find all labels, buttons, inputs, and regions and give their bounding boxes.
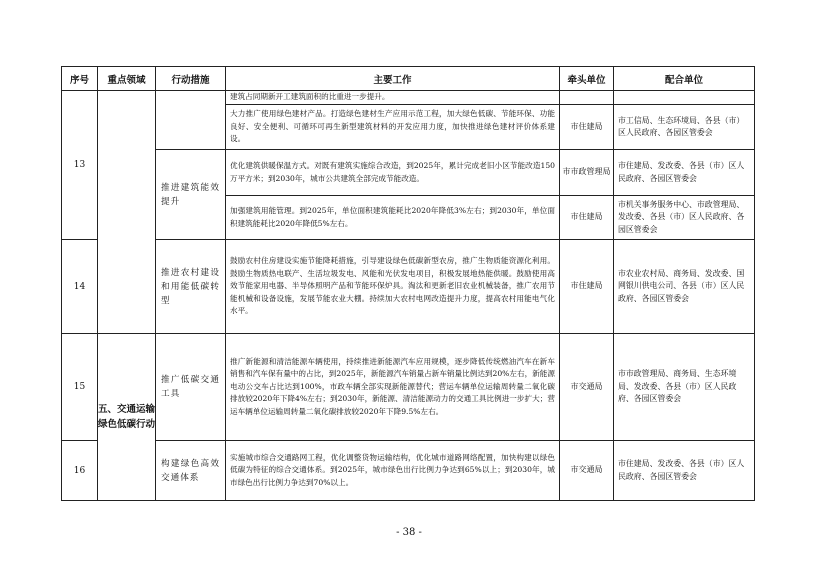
header-seq: 序号	[62, 67, 98, 91]
work-cell: 建筑占同期新开工建筑面积的比重进一步提升。	[226, 91, 560, 105]
work-cell: 实施城市综合交通路网工程，优化调整货物运输结构，优化城市道路网络配置，加快构建以绿色低碳为特征的综合交通体系。到2025年，城市绿色出行比例力争达到65%以上；到2030年，城市绿色出行比例力争达到70%以上。	[226, 441, 560, 501]
table-row	[62, 240, 755, 334]
lead-cell: 市住建局	[560, 240, 614, 334]
header-action: 行动措施	[156, 67, 226, 91]
action-cell: 推广低碳交通工具	[156, 334, 226, 441]
lead-cell: 市市政管理局	[560, 150, 614, 196]
field-cell	[98, 91, 156, 334]
work-cell: 优化建筑供暖保温方式。对既有建筑实施综合改造，到2025年，累计完成老旧小区节能改造150万平方米；到2030年，城市公共建筑全部完成节能改造。	[226, 150, 560, 196]
partner-cell	[614, 91, 755, 105]
header-work: 主要工作	[226, 67, 560, 91]
seq-cell: 16	[62, 441, 98, 501]
header-lead: 牵头单位	[560, 67, 614, 91]
partner-cell: 市市政管理局、商务局、生态环境局、发改委、各县（市）区人民政府、各园区管委会	[614, 334, 755, 441]
partner-cell: 市工信局、生态环境局、各县（市）区人民政府、各园区管委会	[614, 105, 755, 150]
lead-cell: 市交通局	[560, 441, 614, 501]
action-cell: 推进农村建设和用能低碳转型	[156, 240, 226, 334]
lead-cell: 市住建局	[560, 196, 614, 240]
table-row	[62, 334, 755, 441]
work-cell: 大力推广使用绿色建材产品。打造绿色建材生产应用示范工程，加大绿色低碳、节能环保、功能良好、安全便利、可循环可再生新型建筑材料的开发应用力度，加快推进绿色建材评价体系建设。	[226, 105, 560, 150]
table-row	[62, 150, 755, 196]
seq-cell: 13	[62, 91, 98, 240]
partner-cell: 市农业农村局、商务局、发改委、国网银川供电公司、各县（市）区人民政府、各园区管委会	[614, 240, 755, 334]
partner-cell: 市机关事务服务中心、市政管理局、发改委、各县（市）区人民政府、各园区管委会	[614, 196, 755, 240]
header-field: 重点领域	[98, 67, 156, 91]
partner-cell: 市住建局、发改委、各县（市）区人民政府、各园区管委会	[614, 150, 755, 196]
seq-cell: 15	[62, 334, 98, 441]
action-cell: 推进建筑能效提升	[156, 150, 226, 240]
lead-cell: 市住建局	[560, 105, 614, 150]
work-cell: 加强建筑用能管理。到2025年，单位面积建筑能耗比2020年降低3%左右；到2030年，单位面积建筑能耗比2020年降低5%左右。	[226, 196, 560, 240]
work-cell: 鼓励农村住房建设实施节能降耗措施，引导建设绿色低碳新型农房，推广生物质能资源化利用。鼓励生物质热电联产、生活垃圾发电、风能和光伏发电项目，积极发展地热能供暖。鼓励使用高效节能家用电器、半导体照明产品和节能环保炉具。淘汰和更新老旧农业机械装备，推广农用节能机械和设备设施，发展节能农业大棚。持续加大农村电网改造提升力度，提高农村用能电气化水平。	[226, 240, 560, 334]
page-number: - 38 -	[396, 527, 422, 538]
table-row	[62, 91, 755, 105]
table-row	[62, 441, 755, 501]
lead-cell	[560, 91, 614, 105]
seq-cell: 14	[62, 240, 98, 334]
header-partner: 配合单位	[614, 67, 755, 91]
action-cell	[156, 91, 226, 150]
work-cell: 推广新能源和清洁能源车辆使用，持续推进新能源汽车应用规模，逐步降低传统燃油汽车在新车销售和汽车保有量中的占比，到2025年，新能源汽车销量占新车销量比例达到20%左右，新能源电动公交车占比达到100%，市政车辆全部实现新能源替代；营运车辆单位运输周转量二氧化碳排放较2020年下降4%左右；到2030年，新能源、清洁能源动力的交通工具比例进一步扩大；营运车辆单位运输周转量二氧化碳排放较2020年下降9.5%左右。	[226, 334, 560, 441]
action-cell: 构建绿色高效交通体系	[156, 441, 226, 501]
table-header-row	[62, 67, 755, 91]
policy-table	[61, 66, 755, 501]
field-cell: 五、交通运输绿色低碳行动	[98, 334, 156, 501]
lead-cell: 市交通局	[560, 334, 614, 441]
partner-cell: 市住建局、发改委、各县（市）区人民政府、各园区管委会	[614, 441, 755, 501]
